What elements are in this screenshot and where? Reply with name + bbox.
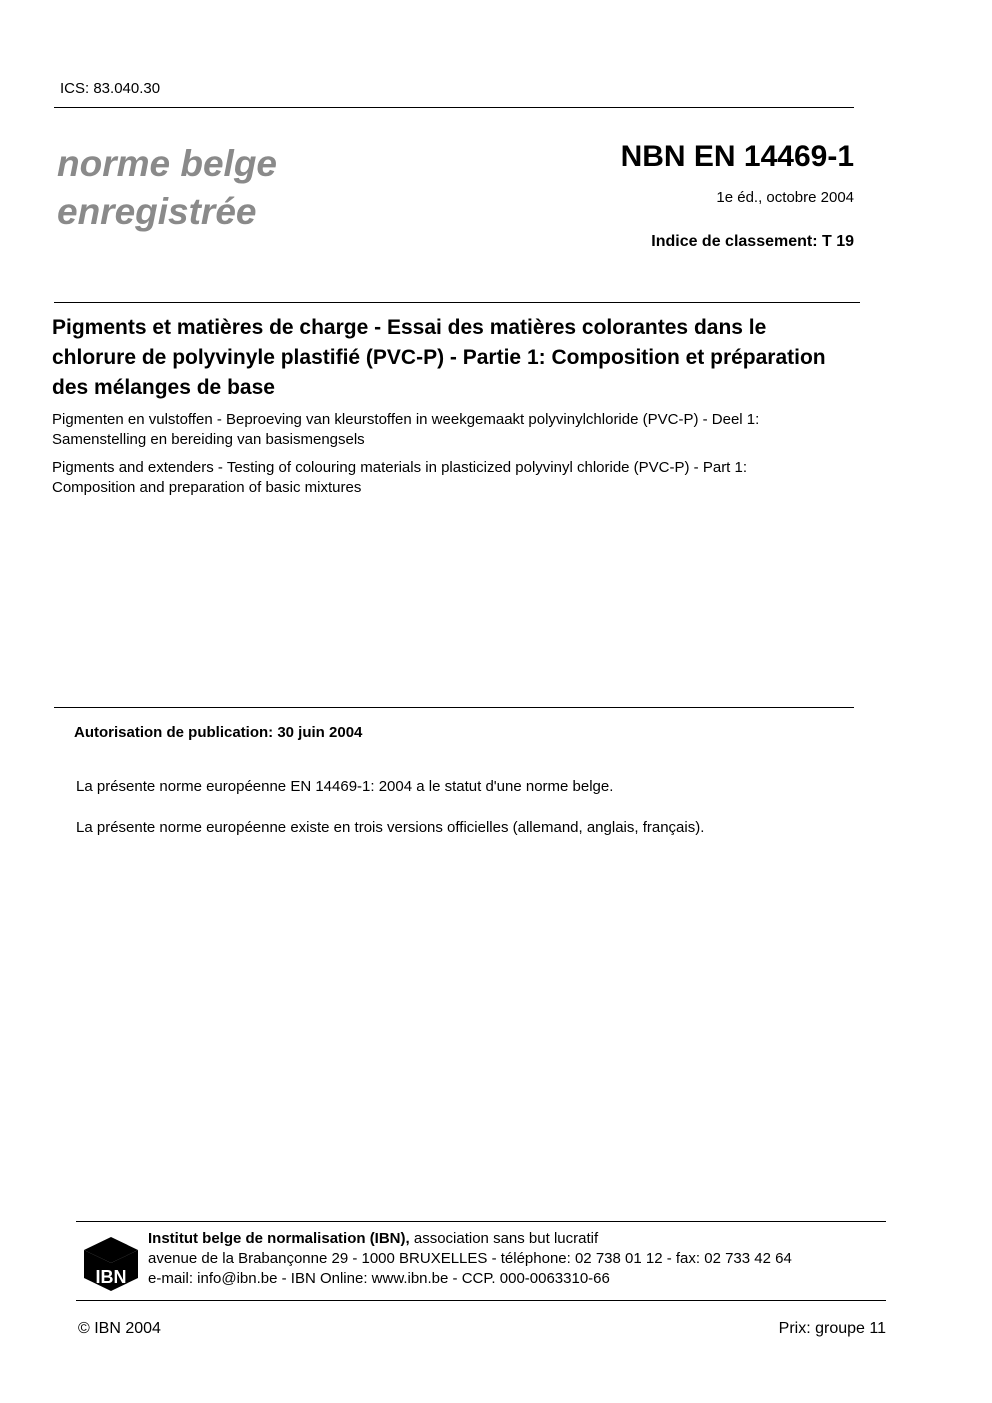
norme-line-2: enregistrée — [57, 191, 257, 232]
rule-footer-top — [76, 1221, 886, 1222]
publication-authorisation: Autorisation de publication: 30 juin 2004 — [74, 724, 363, 741]
rule-footer-bottom — [76, 1300, 886, 1301]
norme-belge-title — [57, 140, 277, 236]
norme-line-1: norme belge — [57, 143, 277, 184]
versions-statement: La présente norme européenne existe en trois versions officielles (allemand, anglais, français). — [76, 819, 705, 836]
logo-text: IBN — [95, 1267, 127, 1287]
standard-number: NBN EN 14469-1 — [620, 140, 854, 173]
institute-address: avenue de la Brabançonne 29 - 1000 BRUXELLES - téléphone: 02 738 01 12 - fax: 02 733 42 64 — [148, 1250, 792, 1267]
rule-title — [54, 302, 860, 303]
title-english-line-2: Composition and preparation of basic mixtures — [52, 479, 362, 496]
price-group: Prix: groupe 11 — [778, 1320, 886, 1337]
title-english — [52, 458, 862, 498]
rule-middle — [54, 707, 854, 708]
title-dutch-line-1: Pigmenten en vulstoffen - Beproeving van kleurstoffen in weekgemaakt polyvinylchloride (PVC-P) - Deel 1: — [52, 411, 760, 428]
title-english-line-1: Pigments and extenders - Testing of colouring materials in plasticized polyvinyl chloride (PVC-P) - Part 1: — [52, 459, 748, 476]
institute-contact: e-mail: info@ibn.be - IBN Online: www.ibn.be - CCP. 000-0063310-66 — [148, 1270, 610, 1287]
rule-top — [54, 107, 854, 108]
institute-block — [148, 1229, 792, 1289]
copyright: © IBN 2004 — [78, 1320, 161, 1337]
classification-index: Indice de classement: T 19 — [651, 233, 854, 250]
institute-line — [148, 1229, 792, 1249]
title-dutch — [52, 410, 862, 450]
institute-type: association sans but lucratif — [413, 1230, 599, 1247]
ics-code: ICS: 83.040.30 — [60, 80, 161, 97]
ibn-logo-icon — [82, 1235, 140, 1293]
title-dutch-line-2: Samenstelling en bereiding van basismengsels — [52, 431, 365, 448]
status-statement: La présente norme européenne EN 14469-1: 2004 a le statut d'une norme belge. — [76, 778, 614, 795]
title-french: Pigments et matières de charge - Essai des matières colorantes dans le chlorure de polyvinyle plastifié (PVC-P) - Partie 1: Composition et préparation des mélanges de base — [52, 316, 826, 399]
edition-date: 1e éd., octobre 2004 — [716, 189, 854, 206]
institute-name: Institut belge de normalisation (IBN), — [148, 1230, 410, 1247]
